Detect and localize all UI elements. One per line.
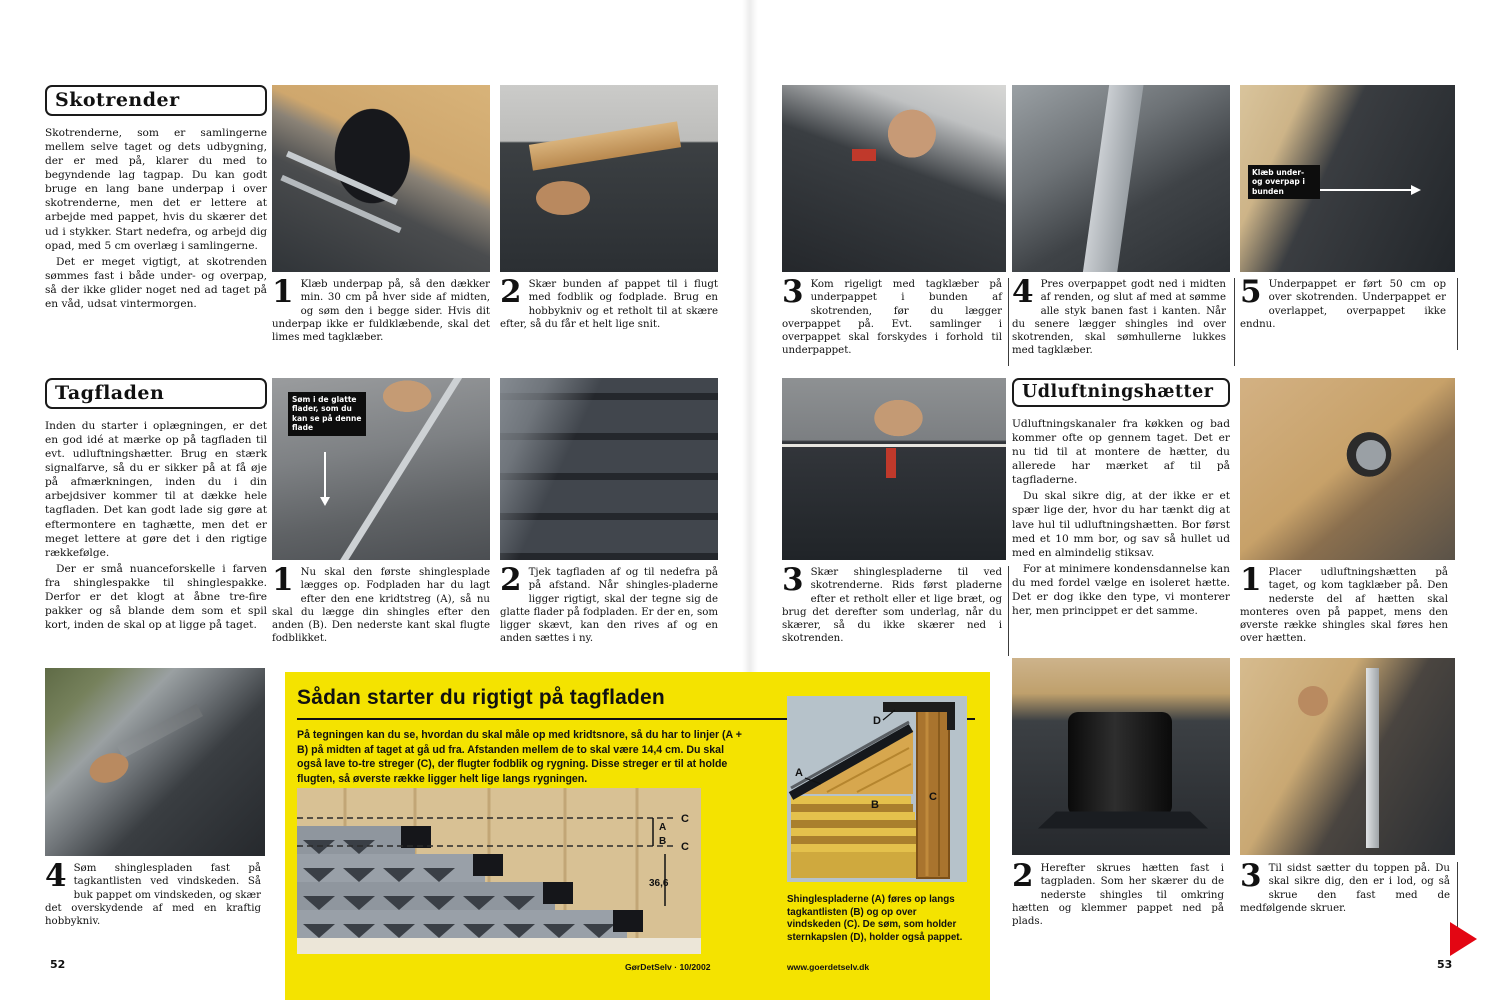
cross-section-diagram bbox=[787, 696, 967, 882]
step-number: 3 bbox=[782, 562, 804, 598]
tagfladen-body bbox=[45, 419, 267, 632]
guide-title: Sådan starter du rigtigt på tagfladen bbox=[297, 686, 665, 709]
ladder-rail-shape bbox=[280, 175, 401, 233]
callout-arrow-right-icon bbox=[1320, 189, 1412, 191]
diagram-label-c2: C bbox=[681, 841, 689, 853]
tagfladen-paragraph: Der er små nuanceforskelle i farven fra shinglespakke til shinglespakke. Derfor er det klogt at åbne tre-fire pakker og så blande dem som et spil kort, inden de skal op at ligge på taget. bbox=[45, 562, 267, 632]
cross-label-b: B bbox=[871, 799, 879, 811]
step-caption bbox=[500, 274, 718, 331]
step-number: 2 bbox=[500, 562, 522, 598]
photo-tagflade-callout: Søm i de glatte flader, som du kan se på denne flade bbox=[288, 392, 366, 436]
step-text: Pres overpappet godt ned i midten af renden, og slut af med at sømme alle styk banen fast i kanten. Når du senere lægger shingles ind over skotrenden, skal sømhullerne lukkes med tagklæber. bbox=[1012, 279, 1226, 357]
photo-shingles-closeup bbox=[500, 378, 718, 560]
tagfladen-paragraph: Inden du starter i oplægningen, er det en god idé at mærke op på tagfladen til evt. udluftningshætter. Brug en stærk signalfarve, så du er sikker på at få øje på afmærkningen, inden du i din arbejdsiver kommer til at dække hele tagfladen. Det kan godt lade sig gøre at eftermontere en taghætte, men det er meget lettere at gøre det i den rigtige rækkefølge. bbox=[45, 420, 267, 559]
step-number: 3 bbox=[1240, 858, 1262, 894]
step-number: 1 bbox=[272, 274, 294, 310]
red-tool-shape bbox=[852, 149, 876, 161]
udluftning-heading: Udluftningshætter bbox=[1012, 378, 1230, 407]
step-text: Til sidst sætter du toppen på. Du skal sikre dig, den er i lod, og så skrue den fast med de medfølgende skruer. bbox=[1240, 863, 1450, 914]
cross-label-d: D bbox=[873, 715, 881, 727]
column-rule bbox=[1008, 566, 1009, 656]
step-number: 3 bbox=[782, 274, 804, 310]
step-text: Tjek tagfladen af og til nedefra på på afstand. Når shingles-pladerne ligger rigtigt, skal der tegne sig de glatte flader på fodpladen. Er der en, som ligger skævt, kan den rives af og en anden sættes i ny. bbox=[500, 567, 718, 645]
step-caption bbox=[272, 274, 490, 344]
photo-valley-step2 bbox=[500, 85, 718, 272]
footer-url: www.goerdetselv.dk bbox=[787, 962, 870, 972]
step-text: Klæb underpap på, så den dækker min. 30 cm på hver side af midten, og søm den i begge sider. Hvis dit underpap ikke er fuldklæbende, skal det limes med tagklæber. bbox=[272, 279, 490, 343]
column-rule bbox=[1457, 278, 1458, 350]
diagram-label-c1: C bbox=[681, 813, 689, 825]
layout-diagram bbox=[297, 788, 701, 954]
plank-shape bbox=[529, 121, 681, 170]
column-rule bbox=[1234, 278, 1235, 366]
section-tagfladen bbox=[45, 378, 267, 634]
step-number: 2 bbox=[500, 274, 522, 310]
section-udluftning bbox=[1012, 378, 1230, 620]
skotrender-body bbox=[45, 126, 267, 311]
tagfladen-heading: Tagfladen bbox=[45, 378, 267, 409]
callout-arrow-down-icon bbox=[324, 452, 326, 498]
pipe-shape bbox=[1366, 668, 1379, 848]
step-caption bbox=[782, 274, 1002, 358]
continue-arrow-icon bbox=[1450, 922, 1477, 956]
step-caption bbox=[782, 562, 1002, 646]
step-caption bbox=[1240, 858, 1450, 915]
step-number: 4 bbox=[45, 858, 67, 894]
step-number: 1 bbox=[1240, 562, 1262, 598]
skotrender-heading: Skotrender bbox=[45, 85, 267, 116]
hand-shape bbox=[536, 181, 590, 215]
photo-valley-step1 bbox=[272, 85, 490, 272]
step-caption bbox=[272, 562, 490, 646]
skotrender-paragraph: Det er meget vigtigt, at skotrenden sømmes fast i både under- og overpap, så der ikke glider noget ned ad taget på en våd, udsat vintermorgen. bbox=[45, 255, 267, 310]
udluftning-paragraph: For at minimere kondensdannelse kan du med fordel vælge en isoleret hætte. Det er dog ikke den type, vi monterer her, men princippet er det samme. bbox=[1012, 562, 1230, 618]
photo-valley-step4 bbox=[1012, 85, 1230, 272]
section-skotrender bbox=[45, 85, 267, 313]
step-text: Herefter skrues hætten fast i tagpladen. Som her skærer du de nederste shingles til omkring hætten og klemmer pappet ned på plads. bbox=[1012, 863, 1224, 927]
photo5-callout: Klæb under- og overpap i bunden bbox=[1248, 165, 1320, 199]
column-rule bbox=[1008, 278, 1009, 366]
skotrender-paragraph: Skotrenderne, som er samlingerne mellem selve taget og dets udbygning, der er med på, klarer du med to begyndende lag tagpap. Du kan godt bruge en lang bane underpap i over skotrenderne, men det er lettere at arbejde med pappet, hvis du skærer det ud i stykker. Start nedefra, og arbejd dig opad, med 5 cm overlæg i samlingerne. bbox=[45, 127, 267, 252]
footer-issue: GørDetSelv · 10/2002 bbox=[625, 962, 711, 972]
step-caption bbox=[500, 562, 718, 646]
page-number-right: 53 bbox=[1437, 958, 1453, 971]
photo-valley-step5 bbox=[1240, 85, 1455, 272]
metal-valley-shape bbox=[1082, 85, 1145, 272]
step-caption bbox=[1012, 274, 1226, 358]
vent-flange-shape bbox=[1038, 811, 1208, 828]
photo-haette-step2 bbox=[1012, 658, 1230, 855]
udluftning-paragraph: Udluftningskanaler fra køkken og bad kommer ofte op gennem taget. Det er nu tid til at montere de hætter, du allerede har mærket af til på tagfladerne. bbox=[1012, 418, 1230, 487]
photo-cutting-shingles bbox=[782, 378, 1006, 560]
guide-caption: Shinglespladerne (A) føres op langs tagkantlisten (B) og op over vindskeden (C). De søm, som holder sternkapslen (D), holder også pappet. bbox=[787, 894, 963, 944]
ladder-rail-shape bbox=[286, 151, 398, 205]
photo-haette-step1 bbox=[1240, 378, 1455, 560]
diagram-label-a: A bbox=[659, 822, 667, 833]
step-caption bbox=[45, 858, 261, 928]
guide-box bbox=[285, 672, 990, 1000]
diagram-label-dim: 36,6 bbox=[649, 878, 669, 889]
step-number: 4 bbox=[1012, 274, 1034, 310]
step-text: Nu skal den første shinglesplade lægges op. Fodpladen har du lagt efter den ene kridtstreg (A), så nu skal du lægge din shingles efter den anden (B). Den nederste kant skal flugte fodblikket. bbox=[272, 567, 490, 645]
step-caption bbox=[1240, 274, 1446, 331]
step-text: Søm shinglespladen fast på tagkantlisten ved vindskeden. Så buk pappet om vindskeden, og skær det overskydende af med en kraftig hobbykniv. bbox=[45, 863, 261, 927]
step-caption bbox=[1240, 562, 1448, 646]
diagram-label-b: B bbox=[659, 836, 667, 847]
cross-label-a: A bbox=[795, 767, 803, 779]
hammer-shape bbox=[117, 704, 203, 759]
photo-tagflade-step1 bbox=[272, 378, 490, 560]
cross-label-c: C bbox=[929, 791, 937, 803]
udluftning-body bbox=[1012, 417, 1230, 618]
step-text: Kom rigeligt med tagklæber på underpappet i bunden af skotrenden, før du lægger overpappet på. Evt. samlinger i overpappet skal forskydes i forhold til underpappet. bbox=[782, 279, 1002, 357]
step-number: 1 bbox=[272, 562, 294, 598]
step-text: Underpappet er ført 50 cm op over skotrenden. Underpappet er overlappet, overpappet ikke endnu. bbox=[1240, 279, 1446, 330]
tool-disc-shape bbox=[1356, 440, 1386, 470]
photo-valley-step3 bbox=[782, 85, 1006, 272]
photo-haette-step3 bbox=[1240, 658, 1455, 855]
udluftning-paragraph: Du skal sikre dig, at der ikke er et spær lige der, hvor du har tænkt dig at lave hul til udluftningshætten. Bor først med et 10 mm bor, og sav så hullet ud med en almindelig stiksav. bbox=[1012, 490, 1230, 559]
step-number: 5 bbox=[1240, 274, 1262, 310]
page-number-left: 52 bbox=[50, 958, 66, 971]
chalk-line-shape bbox=[782, 444, 1006, 447]
vent-cylinder-shape bbox=[1068, 712, 1172, 816]
step-number: 2 bbox=[1012, 858, 1034, 894]
knife-shape bbox=[886, 448, 896, 478]
step-text: Skær bunden af pappet til i flugt med fodblik og fodplade. Brug en hobbykniv og et retholt til at skære efter, så du får et helt lige snit. bbox=[500, 279, 718, 330]
step-text: Placer udluftningshætten på taget, og kom tagklæber på. Den nederste del af hætten skal monteres oven på pappet, mens den øverste række shingles skal føres hen over hætten. bbox=[1240, 567, 1448, 645]
guide-intro: På tegningen kan du se, hvordan du skal måle op med kridtsnore, så du har to linjer (A + B) på midten af taget at gå ud fra. Afstanden mellem de to skal være 14,4 cm. Du skal også lave to-tre streger (C), der flugter fodblik og rygning. Disse streger er til at holde flugten, så øverste række ligger helt lige langs rygningen. bbox=[297, 729, 742, 785]
head-shape bbox=[1298, 686, 1328, 716]
step-caption bbox=[1012, 858, 1224, 928]
photo-tagflade-step4 bbox=[45, 668, 265, 856]
step-text: Skær shinglespladerne til ved skotrenderne. Rids først pladerne efter et retholt eller et lige bræt, og brug det derefter som underlag, når du skærer, så du ikke skærer ned i skotrenden. bbox=[782, 567, 1002, 645]
